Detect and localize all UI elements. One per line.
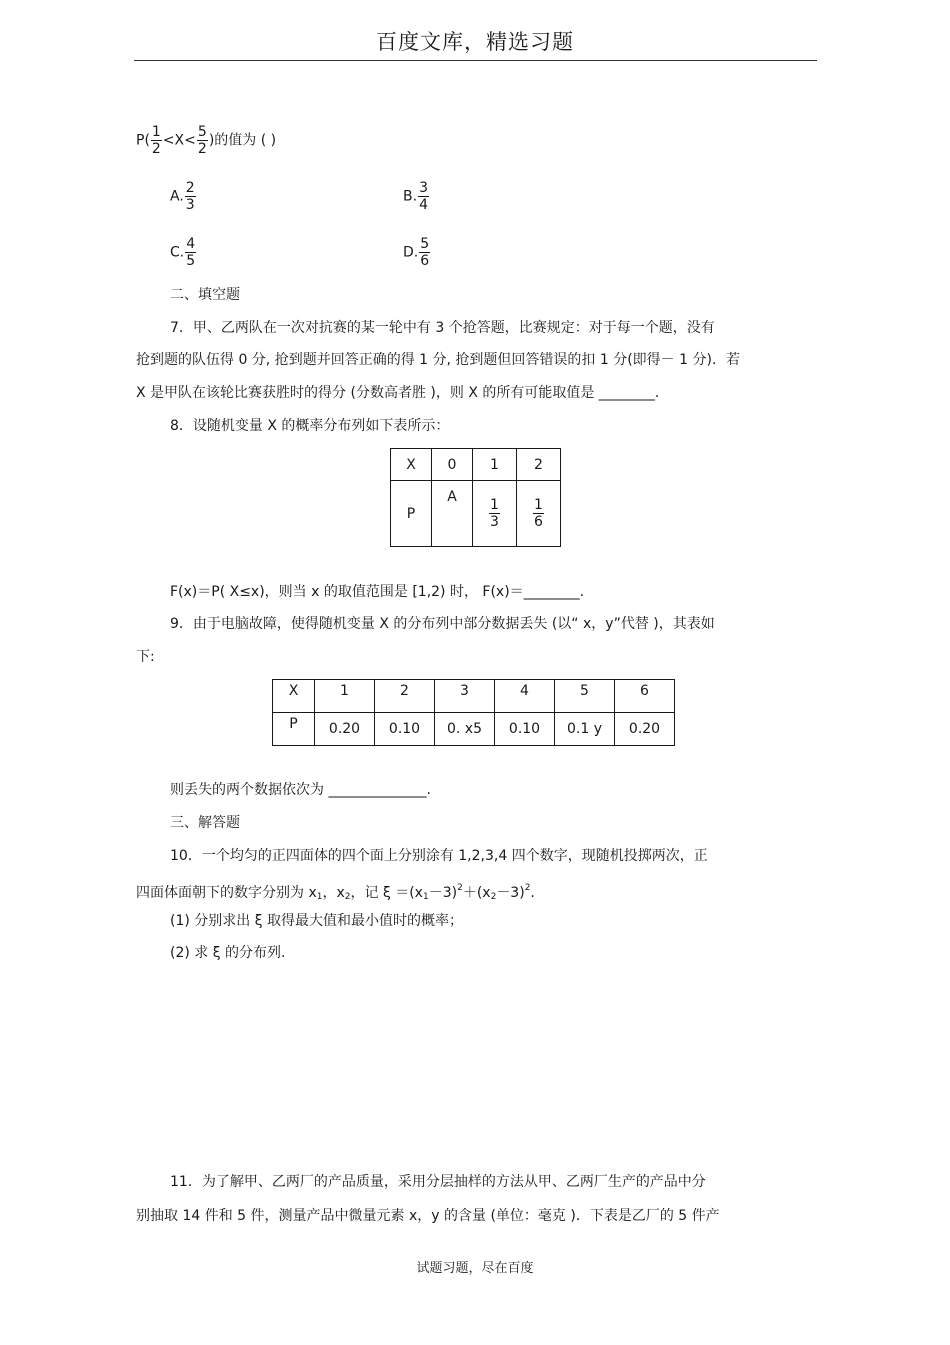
table-cell: 0.20 bbox=[315, 713, 375, 746]
table-cell: 0.10 bbox=[495, 713, 555, 746]
table-row bbox=[391, 481, 561, 547]
table-cell: P bbox=[273, 713, 315, 746]
q6-option-a: A. $\frac{2}{3}$ bbox=[170, 180, 195, 213]
q6-prefix: P( bbox=[136, 132, 150, 149]
q8-line-1: 8．设随机变量 X 的概率分布列如下表所示： bbox=[170, 418, 450, 434]
table-cell: X bbox=[273, 680, 315, 713]
table-row bbox=[273, 713, 675, 746]
q6-stem bbox=[136, 124, 276, 157]
table-cell: A bbox=[432, 481, 473, 547]
table-row bbox=[391, 449, 561, 481]
table-cell: $\frac{1}{6}$ bbox=[517, 481, 561, 547]
q8-distribution-table bbox=[390, 448, 561, 547]
q9-line-1: 9．由于电脑故障，使得随机变量 X 的分布列中部分数据丢失 (以“ x，y”代替 )，其表如 bbox=[170, 616, 715, 632]
table-cell: X bbox=[391, 449, 432, 481]
q11-line-1: 11．为了解甲、乙两厂的产品质量，采用分层抽样的方法从甲、乙两厂生产的产品中分 bbox=[170, 1174, 706, 1190]
q6-option-d: D. $\frac{5}{6}$ bbox=[403, 236, 430, 269]
table-cell: 0.1 y bbox=[555, 713, 615, 746]
q10-line-2: 四面体面朝下的数字分别为 $x_1$，$x_2$，记 $\xi =(x_1-3)^2+(x_2-3)^2$. bbox=[136, 883, 535, 902]
table-cell: 4 bbox=[495, 680, 555, 713]
q6-option-c: C. $\frac{4}{5}$ bbox=[170, 236, 196, 269]
header-divider bbox=[134, 60, 817, 61]
q10-part-2: (2) 求 ξ 的分布列. bbox=[170, 945, 286, 961]
table-cell: 1 bbox=[473, 449, 517, 481]
table-cell: $\frac{1}{3}$ bbox=[473, 481, 517, 547]
table-cell: P bbox=[391, 481, 432, 547]
q7-line-2: 抢到题的队伍得 0 分, 抢到题并回答正确的得 1 分, 抢到题但回答错误的扣 1 分(即得－ 1 分)．若 bbox=[136, 352, 740, 368]
table-cell: 5 bbox=[555, 680, 615, 713]
table-cell: 3 bbox=[435, 680, 495, 713]
section-fill-blank-title: 二、填空题 bbox=[170, 287, 240, 303]
table-cell: 0. x5 bbox=[435, 713, 495, 746]
table-row bbox=[273, 680, 675, 713]
q7-line-1: 7．甲、乙两队在一次对抗赛的某一轮中有 3 个抢答题，比赛规定：对于每一个题，没有 bbox=[170, 320, 715, 336]
q6-mid: <X< bbox=[162, 132, 196, 149]
table-cell: 2 bbox=[517, 449, 561, 481]
q6-fraction-2: $\frac{5}{2}$ bbox=[197, 124, 207, 157]
q6-fraction-1: $\frac{1}{2}$ bbox=[151, 124, 161, 157]
q6-option-b: B. $\frac{3}{4}$ bbox=[403, 180, 428, 213]
table-cell: 0 bbox=[432, 449, 473, 481]
table-cell: 0.20 bbox=[615, 713, 675, 746]
q9-after-text: 则丢失的两个数据依次为 ______________. bbox=[170, 782, 431, 798]
q9-distribution-table bbox=[272, 679, 675, 746]
table-cell: 6 bbox=[615, 680, 675, 713]
table-cell: 0.10 bbox=[375, 713, 435, 746]
q8-after-text: F(x)＝P( X≤x)，则当 x 的取值范围是 [1,2) 时， F(x)＝________. bbox=[170, 584, 585, 600]
q7-line-3: X 是甲队在该轮比赛获胜时的得分 (分数高者胜 )，则 X 的所有可能取值是 ________. bbox=[136, 385, 660, 401]
table-cell: 2 bbox=[375, 680, 435, 713]
section-answer-title: 三、解答题 bbox=[170, 815, 240, 831]
table-cell: 1 bbox=[315, 680, 375, 713]
page-footer: 试题习题，尽在百度 bbox=[416, 1261, 534, 1276]
q11-line-2: 别抽取 14 件和 5 件，测量产品中微量元素 x，y 的含量 (单位：毫克 )．下表是乙厂的 5 件产 bbox=[136, 1208, 720, 1224]
page-header-title: 百度文库，精选习题 bbox=[376, 30, 574, 54]
q10-part-1: (1) 分别求出 ξ 取得最大值和最小值时的概率； bbox=[170, 913, 463, 929]
q9-line-2: 下: bbox=[136, 649, 155, 665]
q10-line-1: 10．一个均匀的正四面体的四个面上分别涂有 1,2,3,4 四个数字，现随机投掷两次，正 bbox=[170, 848, 708, 864]
q6-suffix: )的值为 ( ) bbox=[208, 132, 277, 149]
